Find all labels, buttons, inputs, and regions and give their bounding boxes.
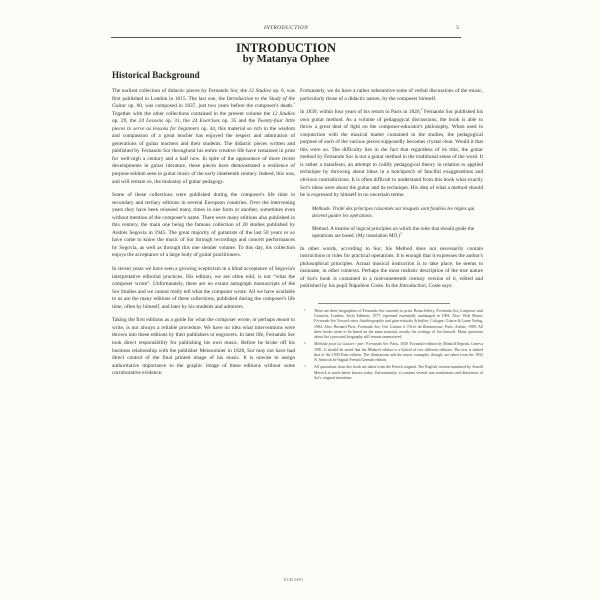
text-run: op. 35 and the bbox=[219, 118, 258, 125]
italic-title: Fernando Sor, Composer and Guitarist bbox=[314, 307, 483, 319]
left-column bbox=[112, 88, 295, 384]
italic-title: 12 Studies bbox=[248, 88, 272, 94]
text-run: Taking the first editions as a guide for what the composer wrote, or perhaps bbox=[112, 317, 277, 324]
text-run: op. 60, was composed in 1837, just two years before the composer's death. bbox=[126, 103, 294, 110]
text-run: There are three biographies of Fernando Sor currently in print. Brian Jeffery, bbox=[314, 307, 437, 313]
block-quote-translation bbox=[312, 226, 483, 240]
catalog-number: ECH 0491 bbox=[284, 577, 304, 582]
paragraph: Some of these collections were published during the composer's life time in secondary and tertiary editions in several European countries. Over the intervening years they have been reissued many times in one form or another, sometimes even without mention of the composer's name. There were many editions also published in this century, the main one being the famous collection of 20 studies published by Andrés Segovia in 1945. The great majority of guitarists of the last 50 years or so have come to know the music of Sor through recordings and concert performances by Segovia, as well as through this one slender volume. To this day, his collection enjoys the acceptance of a large body of guitar practitioners. bbox=[112, 192, 295, 259]
text-run: op. 44, this material so rich in the wisdom and compassion of a great teacher has enjoyed the respect and admiration of generations of guitar teachers and their students. The didactic pieces written and published by Fernando Sor throughout his entire creative life have remained in print for well-nigh a century and a half now. In spite of the appearance of more recent developments in guitar literature, these pieces have demonstrated a resilience of purpose seldom seen in guitar music of the early nineteenth century. Indeed, this was, and will remain so, the mainstay of guitar pedagogy. bbox=[112, 125, 295, 185]
footnote-ref[interactable]: 1 bbox=[293, 101, 295, 106]
italic-title: Introduction to the Study of the Guitar bbox=[112, 95, 295, 110]
text-run: The earliest collection of didactic pieces by Fernando Sor, the bbox=[112, 88, 249, 94]
section-heading: Historical Background bbox=[112, 70, 200, 80]
footnote-divider bbox=[318, 303, 450, 304]
page-number: 5 bbox=[456, 25, 459, 31]
footnote-ref[interactable]: 3 bbox=[400, 230, 402, 235]
block-quote-french: Méthode. Traité des principes raisonnés sur lesquels sont fondées les règles qui doivent guider les opérations. bbox=[312, 205, 475, 219]
footnote bbox=[300, 308, 483, 340]
text-run: , Paris, 1830. Facsimile edition by Minkoff Reprint, Geneva 1981. It should be noted that the Minkoff edition is a hybrid of two different editions. The text is indeed that of the 1830 Paris edition. The illustrations and the music examples, though, are taken from the 1832 N. Simrock bi-lingual French/German edition. bbox=[314, 341, 483, 363]
author-byline: by Matanya Ophee bbox=[242, 54, 330, 65]
text-run: op. 31, the bbox=[163, 118, 192, 125]
italic-title: Fernando Sor, Une Guitare à l'Orée du Romantisme bbox=[357, 323, 443, 329]
text-run: op. 6, was first published in London in 1815. The last one, the bbox=[112, 88, 295, 102]
paragraph: In recent years we have seen a growing scepticism in a blind acceptance of Segovia's interpretative editorial practices. His edition, we are often told, is not “what the composer wrote”. Unfortunately, there are no extant autograph manuscripts of the Sor Studies and we cannot really tell what the composer wrote. All we have available to us are the many editions of these collections, published during the composer's life time, often by himself, and later by his students and admirers. bbox=[112, 266, 295, 310]
text-run: All quotations from this book are taken from the French original. The English version translated by Arnold Merrick is much better known today. Unfortunately, it contains several mis-translations and distortions of Sor's original intentions. bbox=[314, 364, 483, 380]
text-run: In 1830, within four years of his return to Paris in 1826, bbox=[300, 109, 421, 116]
footnote-number: 2 bbox=[304, 341, 306, 346]
footnote bbox=[300, 364, 483, 380]
footnote-number: 3 bbox=[304, 364, 306, 369]
paragraph bbox=[300, 109, 483, 200]
italic-title: 24 Lessons bbox=[138, 118, 164, 125]
text-run: , Coste says: bbox=[425, 283, 453, 290]
text-run: to write, is not always a reliable procedure. We have no idea what interventions were thrown into these editions by their publishers or engravers. In later life, Fernando Sor took direct responsibility for publishing his own music. Before he broke off his business relationship with the publisher Meissonnier in 1828, Sor may not have had direct control of the final printed image of his music. It is unwise to assign authoritative importance to the graphic image of these editions without some corroborative evidence. bbox=[112, 317, 295, 377]
footnotes bbox=[300, 308, 483, 380]
paragraph bbox=[112, 88, 295, 186]
italic-title: 24 Exercises bbox=[191, 118, 220, 125]
running-head-title: INTRODUCTION bbox=[263, 25, 309, 31]
running-head bbox=[111, 25, 461, 38]
right-column bbox=[300, 88, 483, 382]
paragraph bbox=[300, 246, 483, 291]
paragraph: Fortunately, we do have a rather substantive tome of verbal discussions of the music, particularly those of a didactic nature, by the composer himself. bbox=[300, 88, 483, 102]
chapter-title-block bbox=[111, 42, 461, 66]
text-run: Together with the other collections contained in the present volume the bbox=[112, 110, 273, 117]
italic-title: Méthode pour La Guitare / par / Fernando Sor bbox=[314, 341, 389, 347]
text-run: Fernando Sor published his own guitar method. As a volume of pedagogical discussions, the book is able to throw a great deal of light on the composer-educator's philosophy. When used in conjunction with the musical matter contained in the studies, the pedagogical purpose of each of the various pieces supposedly becomes crystal clear. Would it that this were so. The difficulty lies in the fact that regardless of its title, the guitar method by Fernando Sor is not a guitar method in the traditional sense of the word. It is rather a manifesto, an attempt to codify pedagogical theory in relation to applied technique by throwing about ideas in a hotchpotch of fanciful exaggerations and obvious contradictions. It is often difficult to understand from this book what exactly Sor's ideas were about the guitar and its technique. His idea of what a method should be is expressed by himself in no uncertain terms: bbox=[300, 109, 483, 199]
italic-title: 12 Studies bbox=[272, 110, 295, 117]
text-run: Method. A treatise of logical principles on which the rules that should guide the operations are based. (My translation MO.) bbox=[312, 225, 475, 239]
italic-title: Introduction bbox=[399, 283, 426, 290]
italic-title: Fernando Sor Versuch einer Autobiographie und gitarristische Schriften bbox=[314, 318, 429, 324]
text-run: , London, Tecla Editions, 1977, reprinted essentially unchanged in 1994. Also: Wolf Moser, bbox=[328, 313, 483, 319]
paragraph bbox=[112, 317, 295, 377]
italic-title: Twenty-four little pieces to serve as lessons for beginners bbox=[112, 118, 295, 132]
footnote-number: 1 bbox=[304, 307, 306, 312]
footnote bbox=[300, 341, 483, 362]
text-run: In other words, according to Sor, his Method does not necessarily contain instructions or rules for practical operations. It is enough that it expresses the author's philosophical principles. Actual musical instruction is to take place, he seems to insinuate, in other contexts. Perhaps the most realistic description of the true nature of Sor's book is contained in a mid-nineteenth century version of it, edited and published by his pupil Napoléon Coste. In the bbox=[300, 245, 483, 290]
text-run: , Paris, Aubier, 1989. All three books seem to be based on the same material, mostly the writings of Sor himself. Many questions about Sor's personal biography still remain unanswered. bbox=[314, 323, 484, 340]
italic-emphasis: meant bbox=[276, 317, 290, 324]
text-run: , Cologne, Gitarre & Laute Verlag, 1984. Also: Bernard Piris, bbox=[314, 318, 483, 329]
chapter-title: INTRODUCTION bbox=[235, 41, 336, 55]
footnote-ref[interactable]: 2 bbox=[420, 107, 423, 112]
text-run: op. 29, the bbox=[112, 118, 139, 125]
